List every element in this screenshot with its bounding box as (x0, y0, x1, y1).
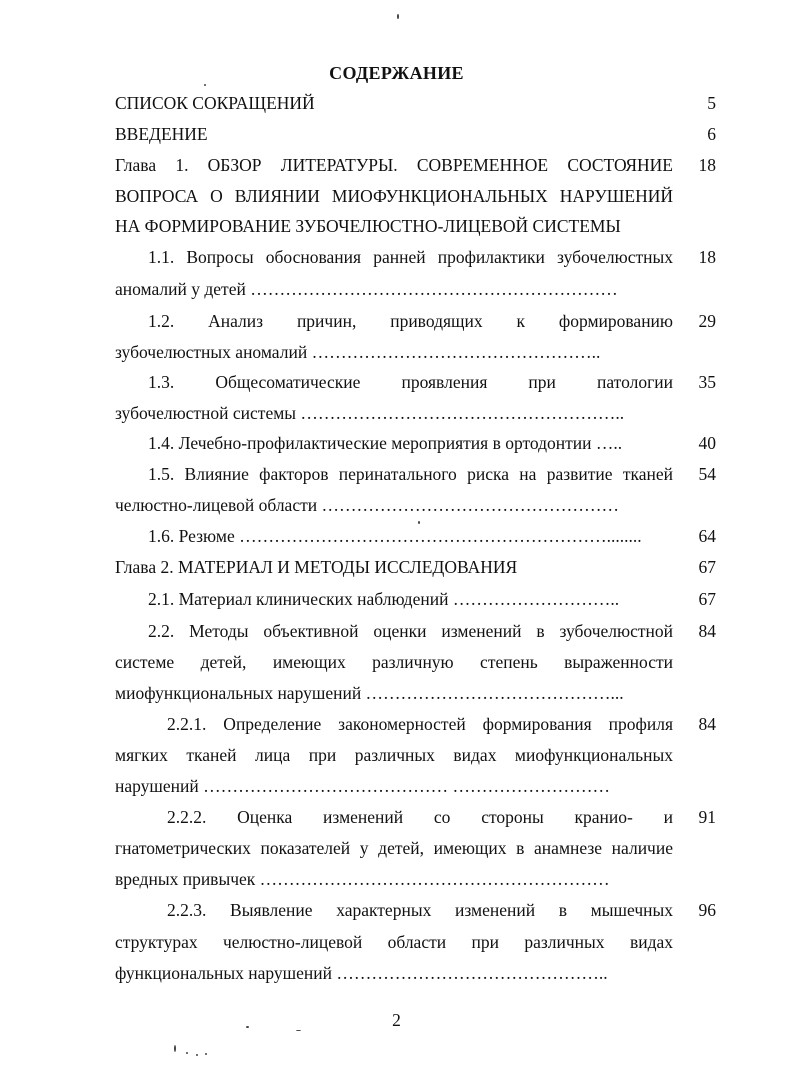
toc-entry-line: 2.2. Методы объективной оценки изменений в зубочелюстной (148, 621, 673, 641)
toc-entry-line: зубочелюстной системы ……………………………………………….. (115, 403, 625, 423)
toc-entry-line: СПИСОК СОКРАЩЕНИЙ (115, 93, 315, 113)
toc-page-number: 35 (698, 372, 716, 392)
scan-speck (397, 14, 399, 19)
toc-page-number: 91 (698, 807, 716, 827)
toc-entry-line: структурах челюстно-лицевой области при различных видах (115, 932, 673, 952)
scan-speck (246, 1026, 249, 1028)
page-number: 2 (392, 1010, 401, 1030)
toc-entry-line: 2.2.2. Оценка изменений со стороны кранио- и (167, 807, 673, 827)
toc-entry-line: 2.2.3. Выявление характерных изменений в мышечных (167, 900, 673, 920)
toc-page-number: 18 (698, 155, 716, 175)
scan-speck (174, 1045, 176, 1052)
toc-entry-line: системе детей, имеющих различную степень выраженности (115, 652, 673, 672)
scan-speck (204, 84, 206, 86)
toc-entry-line: 1.4. Лечебно-профилактические мероприятия в ортодонтии ….. (148, 433, 623, 453)
toc-entry-line: 1.3. Общесоматические проявления при патологии (148, 372, 673, 392)
scan-speck (296, 1030, 301, 1031)
toc-entry-line: челюстно-лицевой области …………………………………………… (115, 495, 619, 515)
toc-entry-line: мягких тканей лица при различных видах миофункциональных (115, 745, 673, 765)
toc-page-number: 64 (698, 526, 716, 546)
toc-page-number: 6 (707, 124, 716, 144)
scan-speck (196, 1054, 198, 1056)
toc-entry-line: 1.5. Влияние факторов перинатального риска на развитие тканей (148, 464, 673, 484)
toc-page-number: 18 (698, 247, 716, 267)
toc-entry-line: 2.2.1. Определение закономерностей формирования профиля (167, 714, 673, 734)
toc-entry-line: зубочелюстных аномалий ………………………………………….. (115, 342, 601, 362)
toc-title: СОДЕРЖАНИЕ (329, 63, 464, 83)
toc-entry-line: Глава 2. МАТЕРИАЛ И МЕТОДЫ ИССЛЕДОВАНИЯ (115, 557, 518, 577)
scan-speck (205, 1053, 207, 1055)
scan-speck (186, 1052, 188, 1054)
toc-entry-line: 2.1. Материал клинических наблюдений ……………………….. (148, 589, 620, 609)
toc-entry-line: вредных привычек …………………………………………………… (115, 869, 610, 889)
toc-entry-line: миофункциональных нарушений ……………………………………... (115, 683, 624, 703)
toc-page-number: 29 (698, 311, 716, 331)
toc-entry-line: Глава 1. ОБЗОР ЛИТЕРАТУРЫ. СОВРЕМЕННОЕ СОСТОЯНИЕ (115, 155, 673, 175)
toc-entry-line: 1.1. Вопросы обоснования ранней профилактики зубочелюстных (148, 247, 673, 267)
toc-entry-line: 1.2. Анализ причин, приводящих к формированию (148, 311, 673, 331)
toc-page-number: 54 (698, 464, 716, 484)
toc-page-number: 67 (698, 557, 716, 577)
toc-entry-line: НА ФОРМИРОВАНИЕ ЗУБОЧЕЛЮСТНО-ЛИЦЕВОЙ СИСТЕМЫ (115, 216, 621, 236)
toc-entry-line: функциональных нарушений ……………………………………….. (115, 963, 608, 983)
toc-page-number: 67 (698, 589, 716, 609)
toc-page-number: 96 (698, 900, 716, 920)
toc-entry-line: гнатометрических показателей у детей, имеющих в анамнезе наличие (115, 838, 673, 858)
toc-entry-line: 1.6. Резюме ………………………………………………………........ (148, 526, 642, 546)
toc-page-number: 84 (698, 714, 716, 734)
toc-entry-line: нарушений …………………………………… ……………………… (115, 776, 610, 796)
scan-speck (418, 521, 420, 524)
toc-entry-line: аномалий у детей ……………………………………………………… (115, 279, 618, 299)
toc-entry-line: ВВЕДЕНИЕ (115, 124, 208, 144)
toc-page-number: 5 (707, 93, 716, 113)
toc-page-number: 84 (698, 621, 716, 641)
toc-entry-line: ВОПРОСА О ВЛИЯНИИ МИОФУНКЦИОНАЛЬНЫХ НАРУШЕНИЙ (115, 186, 673, 206)
toc-page-number: 40 (698, 433, 716, 453)
